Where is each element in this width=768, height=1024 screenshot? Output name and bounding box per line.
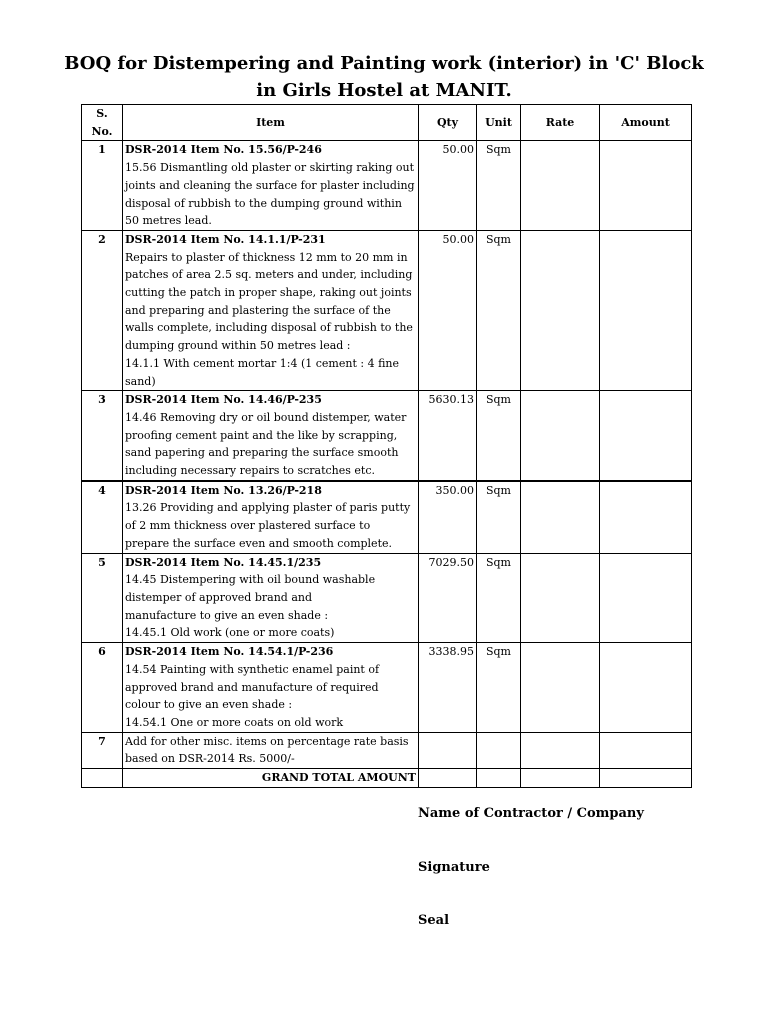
cell-unit bbox=[477, 769, 521, 788]
cell-sno: 2 bbox=[82, 230, 123, 390]
cell-amount bbox=[600, 141, 692, 231]
cell-amount bbox=[600, 481, 692, 553]
cell-item bbox=[123, 732, 419, 768]
cell-amount bbox=[600, 643, 692, 733]
cell-qty: 3338.95 bbox=[419, 643, 477, 733]
item-title: DSR-2014 Item No. 15.56/P-246 bbox=[125, 143, 322, 157]
cell-unit: Sqm bbox=[477, 553, 521, 643]
grand-total-label: GRAND TOTAL AMOUNT bbox=[123, 769, 419, 788]
table-header-row bbox=[82, 105, 692, 141]
cell-unit: Sqm bbox=[477, 481, 521, 553]
header-rate: Rate bbox=[521, 105, 600, 141]
header-qty: Qty bbox=[419, 105, 477, 141]
table-row bbox=[82, 732, 692, 768]
cell-qty: 50.00 bbox=[419, 141, 477, 231]
item-description: 14.46 Removing dry or oil bound distemper, water proofing cement paint and the like by scrapping, sand papering and preparing the surface smooth including necessary repairs to scratches etc. bbox=[125, 410, 407, 478]
cell-sno: 1 bbox=[82, 141, 123, 231]
cell-qty bbox=[419, 732, 477, 768]
item-description: 14.45 Distempering with oil bound washable distemper of approved brand and manufacture to give an even shade : 14.45.1 Old work (one or more coats) bbox=[125, 573, 376, 640]
contractor-name-label: Name of Contractor / Company bbox=[418, 806, 644, 821]
grand-total-row bbox=[82, 769, 692, 788]
cell-rate bbox=[521, 553, 600, 643]
header-unit: Unit bbox=[477, 105, 521, 141]
cell-rate bbox=[521, 230, 600, 390]
table-row bbox=[82, 553, 692, 643]
seal-label: Seal bbox=[418, 913, 450, 928]
cell-rate bbox=[521, 769, 600, 788]
cell-rate bbox=[521, 391, 600, 481]
cell-item bbox=[123, 481, 419, 553]
cell-qty: 5630.13 bbox=[419, 391, 477, 481]
cell-rate bbox=[521, 732, 600, 768]
item-description: 13.26 Providing and applying plaster of paris putty of 2 mm thickness over plastered surface to prepare the surface even and smooth complete. bbox=[125, 501, 411, 550]
signature-label: Signature bbox=[418, 860, 490, 875]
cell-item bbox=[123, 553, 419, 643]
cell-item bbox=[123, 391, 419, 481]
page-title: BOQ for Distempering and Painting work (interior) in 'C' Block in Girls Hostel at MANIT. bbox=[64, 53, 704, 101]
item-title: DSR-2014 Item No. 14.45.1/235 bbox=[125, 555, 322, 569]
table-row bbox=[82, 141, 692, 231]
cell-qty: 50.00 bbox=[419, 230, 477, 390]
item-description: 14.54 Painting with synthetic enamel paint of approved brand and manufacture of required colour to give an even shade : 14.54.1 One or more coats on old work bbox=[125, 662, 380, 729]
cell-qty: 350.00 bbox=[419, 481, 477, 553]
item-title: DSR-2014 Item No. 14.46/P-235 bbox=[125, 393, 322, 407]
cell-sno bbox=[82, 769, 123, 788]
cell-rate bbox=[521, 481, 600, 553]
table-row bbox=[82, 391, 692, 481]
cell-unit: Sqm bbox=[477, 230, 521, 390]
cell-qty: 7029.50 bbox=[419, 553, 477, 643]
cell-unit: Sqm bbox=[477, 643, 521, 733]
item-title: DSR-2014 Item No. 14.1.1/P-231 bbox=[125, 232, 326, 246]
table-row bbox=[82, 230, 692, 390]
table-row bbox=[82, 481, 692, 553]
cell-sno: 4 bbox=[82, 481, 123, 553]
boq-table bbox=[81, 104, 692, 788]
item-description: 15.56 Dismantling old plaster or skirting raking out joints and cleaning the surface for plaster including disposal of rubbish to the dumping ground within 50 metres lead. bbox=[125, 161, 415, 228]
grand-total-amount bbox=[600, 769, 692, 788]
cell-item bbox=[123, 141, 419, 231]
item-title: DSR-2014 Item No. 13.26/P-218 bbox=[125, 483, 322, 497]
item-description: Add for other misc. items on percentage rate basis based on DSR-2014 Rs. 5000/- bbox=[125, 734, 409, 766]
cell-amount bbox=[600, 553, 692, 643]
cell-sno: 6 bbox=[82, 643, 123, 733]
cell-qty bbox=[419, 769, 477, 788]
table-row bbox=[82, 643, 692, 733]
cell-sno: 3 bbox=[82, 391, 123, 481]
header-amount: Amount bbox=[600, 105, 692, 141]
header-item: Item bbox=[123, 105, 419, 141]
cell-item bbox=[123, 643, 419, 733]
cell-amount bbox=[600, 391, 692, 481]
item-title: DSR-2014 Item No. 14.54.1/P-236 bbox=[125, 645, 334, 659]
cell-unit: Sqm bbox=[477, 141, 521, 231]
cell-rate bbox=[521, 643, 600, 733]
cell-sno: 5 bbox=[82, 553, 123, 643]
header-sno: S. No. bbox=[82, 105, 123, 141]
item-description: Repairs to plaster of thickness 12 mm to 20 mm in patches of area 2.5 sq. meters and under, including cutting the patch in proper shape, raking out joints and preparing and plastering the surface of the walls complete, including disposal of rubbish to the dumping ground within 50 metres lead : 14.1.1 With cement mortar 1:4 (1 cement : 4 fine sand) bbox=[125, 250, 413, 388]
cell-sno: 7 bbox=[82, 732, 123, 768]
cell-item bbox=[123, 230, 419, 390]
cell-unit bbox=[477, 732, 521, 768]
cell-amount bbox=[600, 230, 692, 390]
cell-unit: Sqm bbox=[477, 391, 521, 481]
cell-amount bbox=[600, 732, 692, 768]
cell-rate bbox=[521, 141, 600, 231]
